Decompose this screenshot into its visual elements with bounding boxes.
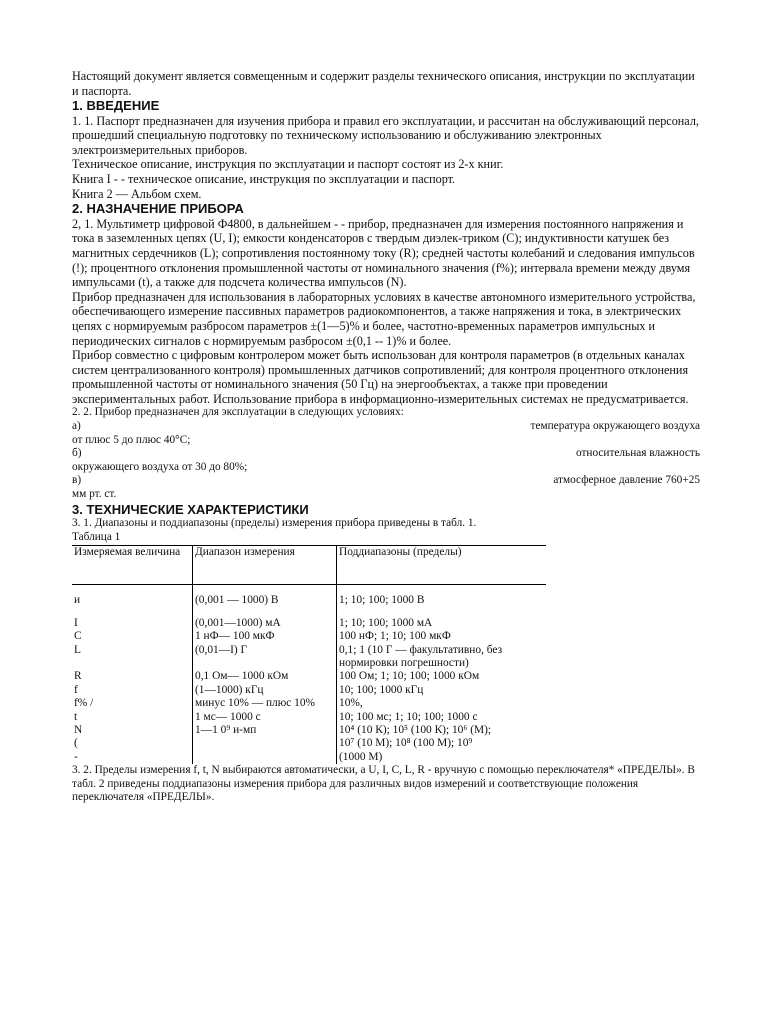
table-cell: 10; 100; 1000 кГц	[337, 684, 547, 697]
table-row	[72, 711, 546, 724]
table-cell: 0,1 Ом— 1000 кОм	[193, 670, 337, 683]
section-2-paragraph-4: 2. 2. Прибор предназначен для эксплуатации в следующих условиях:	[72, 406, 404, 419]
intro-paragraph: Настоящий документ является совмещенным и содержит разделы технического описания, инструкции по эксплуатации и паспорта.	[72, 69, 695, 98]
section-1-paragraph-2: Техническое описание, инструкция по эксплуатации и паспорт состоят из 2-х книг.	[72, 157, 504, 172]
condition-c	[72, 474, 700, 488]
table-cell	[337, 608, 547, 617]
table-row	[72, 594, 546, 607]
table-cell: C	[74, 630, 82, 643]
document-body	[72, 69, 700, 805]
condition-value: от плюс 5 до плюс 40°С;	[72, 433, 191, 446]
table-cell: -	[74, 750, 78, 763]
table-row	[72, 724, 546, 737]
table-cell: 1—1 0⁹ и-мп	[193, 724, 337, 737]
table-cell: t	[74, 710, 78, 723]
table-cell: I	[74, 616, 78, 629]
section-3-heading: 3. ТЕХНИЧЕСКИЕ ХАРАКТЕРИСТИКИ	[72, 501, 309, 517]
table-cell: (1000 М)	[337, 751, 547, 764]
table-header-cell: Диапазон измерения	[193, 546, 337, 585]
table-cell: N	[74, 723, 83, 736]
table-spacer-row	[72, 585, 546, 595]
table-cell: f	[74, 683, 78, 696]
section-1-heading: 1. ВВЕДЕНИЕ	[72, 98, 160, 114]
condition-label: атмосферное давление 760+25	[553, 474, 700, 487]
table-cell: 1 нФ— 100 мкФ	[193, 630, 337, 643]
table-title: Таблица 1	[72, 530, 121, 543]
condition-label: относительная влажность	[575, 447, 700, 460]
table-cell: 10⁴ (10 К); 10⁵ (100 К); 10⁶ (М);	[337, 724, 547, 737]
table-row	[72, 737, 546, 750]
parameters-table	[72, 545, 546, 764]
section-1-paragraph-4: Книга 2 — Альбом схем.	[72, 186, 202, 201]
condition-b	[72, 447, 700, 461]
table-cell: 0,1; 1 (10 Г — факультативно, без нормировки погрешности)	[337, 644, 547, 671]
conditions-list	[72, 420, 700, 502]
condition-letter: б)	[72, 447, 82, 460]
table-cell: f% /	[74, 697, 94, 710]
table-row	[72, 670, 546, 683]
condition-a	[72, 420, 700, 434]
table-row	[72, 751, 546, 764]
section-3-paragraph-2: 3. 2. Пределы измерения f, t, N выбираются автоматически, a U, I, C, L, R - вручную с помощью переключателя* «ПРЕДЕЛЫ». В табл. 2 приведены поддиапазоны измерения прибора для различных видов измерений и соответствующие положения переключателя «ПРЕДЕЛЫ».	[72, 764, 695, 804]
table-cell	[193, 608, 337, 617]
table-cell: (0,001—1000) мА	[193, 617, 337, 630]
table-cell: и	[74, 594, 81, 607]
section-2-paragraph-3: Прибор совместно с цифровым контролером может быть использован для контроля параметров (в отдельных каналах систем централизованного контроля) промышленных датчиков сопротивлений; для контроля процентного отклонения промышленной частоты от номинального значения (50 Гц) на энергообъектах, а также при проведении экспериментальных работ. Использование прибора в информационно-измерительных системах не предусматривается.	[72, 348, 689, 406]
table-header-cell: Поддиапазоны (пределы)	[337, 546, 547, 585]
table-cell	[72, 608, 193, 617]
table-cell: (1—1000) кГц	[193, 684, 337, 697]
table-cell: 10⁷ (10 М); 10⁸ (100 М); 10⁹	[337, 737, 547, 750]
condition-value: окружающего воздуха от 30 до 80%;	[72, 460, 248, 473]
table-cell: 1; 10; 100; 1000 мА	[337, 617, 547, 630]
table-cell: 10%,	[337, 697, 547, 710]
table-cell: (0,001 — 1000) В	[193, 594, 337, 607]
section-1-paragraph-1: 1. 1. Паспорт предназначен для изучения прибора и правил его эксплуатации, и рассчитан на обслуживающий персонал, прошедший специальную подготовку по техническому использованию и обслуживанию электронных электроизмерительных приборов.	[72, 113, 699, 157]
table-header-cell: Измеряемая величина	[72, 546, 193, 585]
table-row	[72, 644, 546, 671]
table-row	[72, 697, 546, 710]
condition-label: температура окружающего воздуха	[530, 420, 700, 433]
table-cell: 1 мс— 1000 с	[193, 711, 337, 724]
table-cell: (0,01—I) Г	[193, 644, 337, 671]
table-cell: 1; 10; 100; 1000 В	[337, 594, 547, 607]
table-cell	[193, 751, 337, 764]
section-3-paragraph-1: 3. 1. Диапазоны и поддиапазоны (пределы) измерения прибора приведены в табл. 1.	[72, 517, 477, 530]
table-cell: минус 10% — плюс 10%	[193, 697, 337, 710]
table-cell	[193, 737, 337, 750]
section-2-paragraph-1: 2, 1. Мультиметр цифровой Ф4800, в дальнейшем - - прибор, предназначен для измерения постоянного напряжения и тока в заземленных цепях (U, I); емкости конденсаторов с твердым диэлек-триком (C); индуктивности катушек без магнитных сердечников (L); сопротивления постоянному току (R); средней частоты колебаний и следования импульсов (!); процентного отклонения промышленной частоты от номинального значения (f%); интервала времени между двумя импульсами (t), а также для подсчета количества импульсов (N).	[72, 216, 695, 290]
table-row	[72, 630, 546, 643]
condition-letter: а)	[72, 420, 81, 433]
table-cell: 100 нФ; 1; 10; 100 мкФ	[337, 630, 547, 643]
section-1-paragraph-3: Книга I - - техническое описание, инструкция по эксплуатации и паспорт.	[72, 172, 456, 187]
table-cell: R	[74, 670, 82, 683]
table-row	[72, 608, 546, 617]
section-2-paragraph-2: Прибор предназначен для использования в лабораторных условиях в качестве автономного измерительного устройства, обеспечивающего измерение пассивных параметров радиокомпонентов, а также напряжения и тока, в электрических цепях с нормируемым разбросом параметров ±(1—5)% и более, частотно-временных параметров импульсных и периодических сигналов с нормируемым разбросом ±(0,1 -- 1)% и более.	[72, 289, 696, 348]
table-header-row	[72, 546, 546, 585]
table-row	[72, 617, 546, 630]
table-cell: L	[74, 643, 81, 656]
condition-value: мм рт. ст.	[72, 488, 117, 501]
table-cell: 100 Ом; 1; 10; 100; 1000 кОм	[337, 670, 547, 683]
table-cell: (	[74, 737, 78, 750]
condition-letter: в)	[72, 474, 82, 487]
table-row	[72, 684, 546, 697]
table-cell: 10; 100 мс; 1; 10; 100; 1000 с	[337, 711, 547, 724]
section-2-heading: 2. НАЗНАЧЕНИЕ ПРИБОРА	[72, 201, 244, 217]
table-body	[72, 594, 546, 764]
